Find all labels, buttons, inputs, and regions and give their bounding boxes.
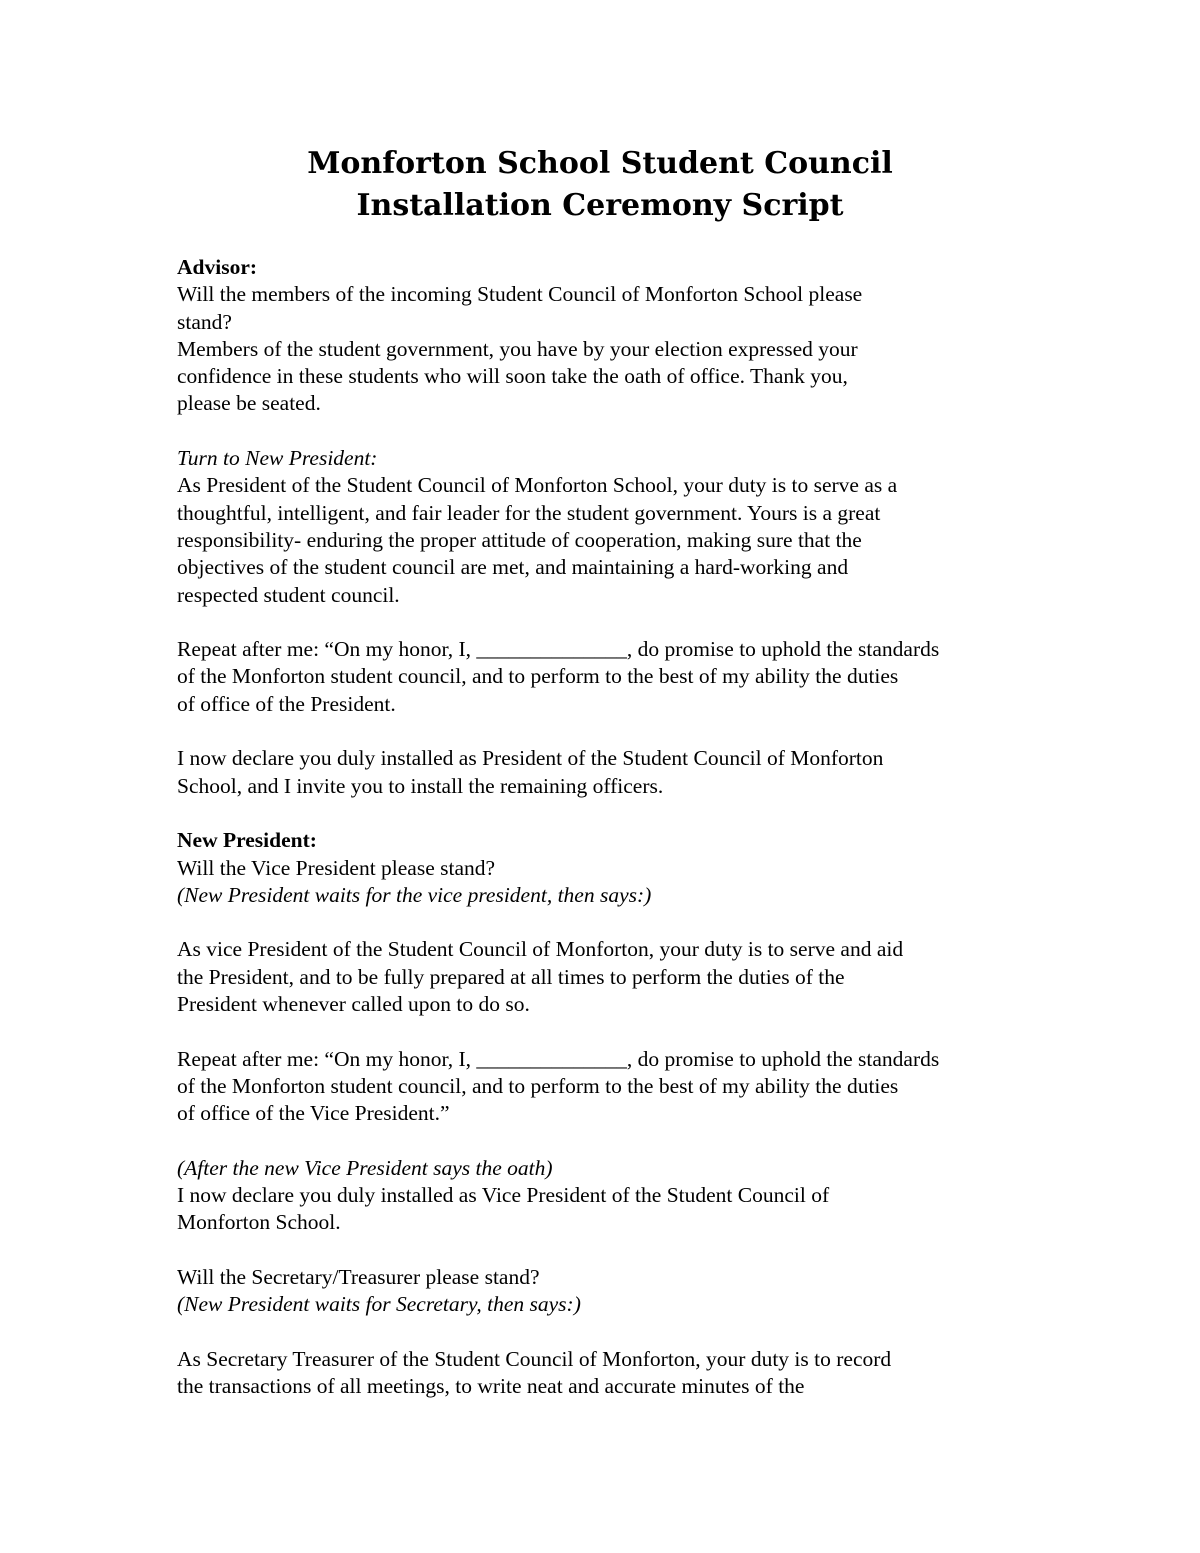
script-line: of office of the Vice President.”	[177, 1101, 450, 1126]
script-line: Repeat after me: “On my honor, I, ______________, do promise to uphold the standards	[177, 637, 940, 662]
paragraph-spacer	[177, 800, 1027, 827]
script-line: Will the Vice President please stand?	[177, 855, 496, 880]
script-line: responsibility- enduring the proper attitude of cooperation, making sure that the	[177, 527, 862, 552]
paragraph-spacer	[177, 1018, 1027, 1045]
script-line: the President, and to be fully prepared at all times to perform the duties of the	[177, 964, 845, 989]
script-line: of office of the President.	[177, 691, 396, 716]
script-line: the transactions of all meetings, to write neat and accurate minutes of the	[177, 1374, 805, 1399]
paragraph-spacer	[177, 1237, 1027, 1264]
stage-direction: (New President waits for Secretary, then says:)	[177, 1292, 581, 1317]
script-line: As vice President of the Student Council of Monforton, your duty is to serve and aid	[177, 937, 904, 962]
script-body	[177, 254, 1027, 1400]
speaker-heading: Advisor:	[177, 255, 258, 279]
stage-direction: Turn to New President:	[177, 446, 378, 471]
script-line: confidence in these students who will soon take the oath of office. Thank you,	[177, 364, 848, 389]
paragraph-spacer	[177, 718, 1027, 745]
title-line-1: Monforton School Student Council	[307, 146, 893, 181]
title-line-2: Installation Ceremony Script	[356, 188, 844, 223]
script-line: I now declare you duly installed as President of the Student Council of Monforton	[177, 746, 884, 771]
script-line: of the Monforton student council, and to perform to the best of my ability the duties	[177, 664, 899, 689]
script-line: Members of the student government, you have by your election expressed your	[177, 336, 858, 361]
stage-direction: (After the new Vice President says the oath)	[177, 1155, 553, 1180]
script-line: As Secretary Treasurer of the Student Council of Monforton, your duty is to record	[177, 1346, 892, 1371]
script-line: Will the Secretary/Treasurer please stand?	[177, 1264, 540, 1289]
script-line: As President of the Student Council of Monforton School, your duty is to serve as a	[177, 473, 898, 498]
speaker-heading: New President:	[177, 828, 317, 853]
stage-direction: (New President waits for the vice president, then says:)	[177, 882, 652, 907]
script-line: thoughtful, intelligent, and fair leader for the student government. Yours is a great	[177, 500, 881, 525]
paragraph-spacer	[177, 418, 1027, 445]
script-line: Repeat after me: “On my honor, I, ______________, do promise to uphold the standards	[177, 1046, 940, 1071]
document-title	[0, 143, 1200, 227]
paragraph-spacer	[177, 1319, 1027, 1346]
script-line: stand?	[177, 309, 232, 334]
script-line: Monforton School.	[177, 1210, 341, 1235]
script-line: Will the members of the incoming Student Council of Monforton School please	[177, 282, 863, 307]
script-line: of the Monforton student council, and to perform to the best of my ability the duties	[177, 1073, 899, 1098]
script-line: objectives of the student council are met, and maintaining a hard-working and	[177, 555, 849, 580]
script-line: I now declare you duly installed as Vice President of the Student Council of	[177, 1183, 830, 1208]
script-line: please be seated.	[177, 391, 321, 416]
script-line: President whenever called upon to do so.	[177, 992, 530, 1017]
paragraph-spacer	[177, 1128, 1027, 1155]
paragraph-spacer	[177, 609, 1027, 636]
paragraph-spacer	[177, 909, 1027, 936]
script-line: respected student council.	[177, 582, 400, 607]
script-line: School, and I invite you to install the remaining officers.	[177, 773, 664, 798]
